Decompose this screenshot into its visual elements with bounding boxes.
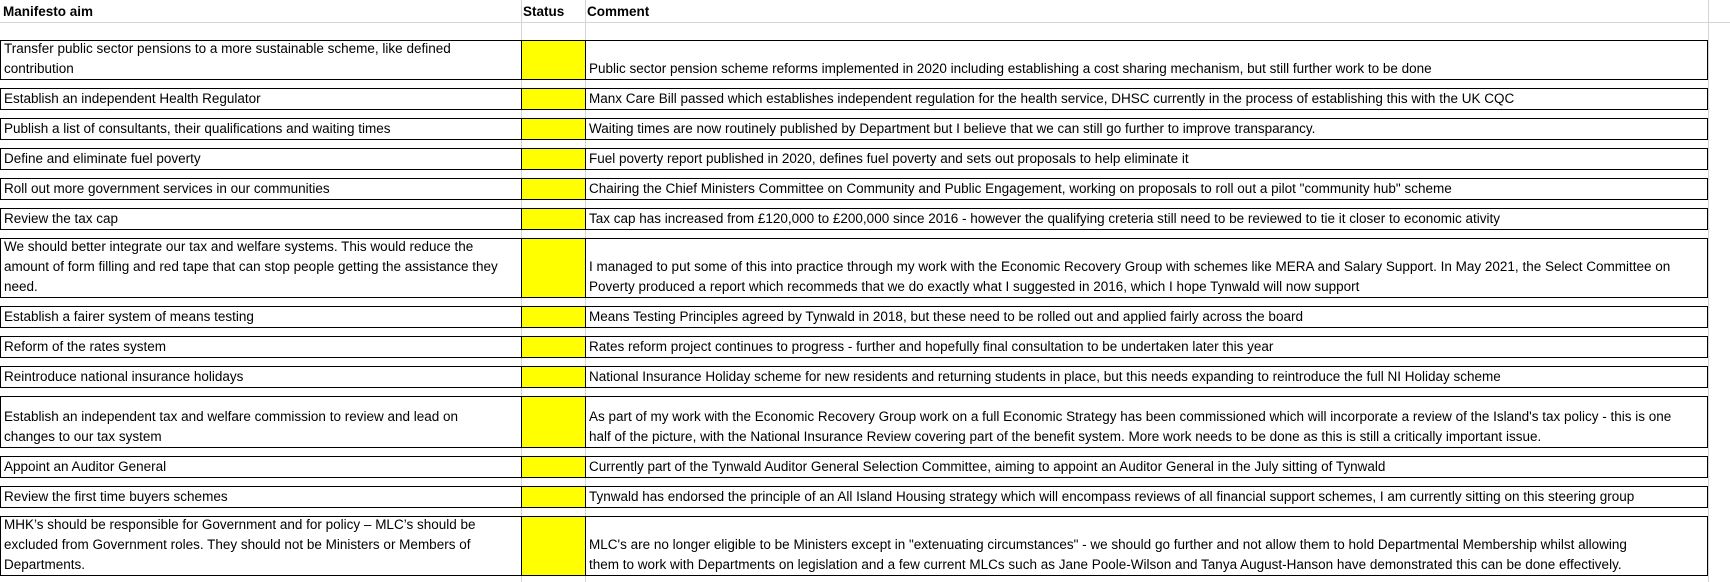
manifesto-aim-cell[interactable] — [0, 336, 522, 358]
status-cell[interactable] — [521, 366, 586, 388]
manifesto-aim-text: Reintroduce national insurance holidays — [4, 369, 244, 384]
manifesto-aim-cell[interactable] — [0, 396, 522, 448]
manifesto-aim-text: Reform of the rates system — [4, 339, 167, 354]
comment-cell[interactable] — [585, 396, 1708, 448]
comment-text: Rates reform project continues to progress - further and hopefully final consultation to be undertaken later this year — [589, 339, 1274, 354]
header-status[interactable]: Status — [523, 4, 565, 19]
status-cell[interactable] — [521, 118, 586, 140]
status-cell[interactable] — [521, 88, 586, 110]
manifesto-aim-cell[interactable] — [0, 40, 522, 80]
status-cell[interactable] — [521, 456, 586, 478]
comment-cell[interactable] — [585, 516, 1708, 576]
comment-text: Chairing the Chief Ministers Committee on Community and Public Engagement, working on proposals to roll out a pilot "community hub" scheme — [589, 181, 1452, 196]
manifesto-aim-text: amount of form filling and red tape that can stop people getting the assistance they — [4, 259, 498, 274]
manifesto-aim-cell[interactable] — [0, 306, 522, 328]
manifesto-aim-text: Publish a list of consultants, their qualifications and waiting times — [4, 121, 391, 136]
comment-text: Manx Care Bill passed which establishes independent regulation for the health service, DHSC currently in the process of establishing this with the UK CQC — [589, 91, 1515, 106]
manifesto-aim-cell[interactable] — [0, 456, 522, 478]
header-manifesto-aim[interactable]: Manifesto aim — [3, 4, 94, 19]
comment-cell[interactable] — [585, 208, 1708, 230]
manifesto-aim-text: Review the tax cap — [4, 211, 119, 226]
status-cell[interactable] — [521, 336, 586, 358]
status-cell[interactable] — [521, 486, 586, 508]
comment-text: them to work with Departments on legislation and a few current MLCs such as Jane Poole-Wilson and Tanya August-Hanson have demonstrated this can be done effectively. — [589, 557, 1622, 572]
manifesto-aim-text: Establish an independent Health Regulator — [4, 91, 261, 106]
comment-cell[interactable] — [585, 118, 1708, 140]
manifesto-aim-text: We should better integrate our tax and welfare systems. This would reduce the — [4, 239, 474, 254]
header-comment[interactable]: Comment — [587, 4, 650, 19]
comment-text: MLC's are no longer eligible to be Ministers except in "extenuating circumstances" - we should go further and not allow them to hold Departmental Membership whilst allowing — [589, 537, 1627, 552]
comment-cell[interactable] — [585, 456, 1708, 478]
status-cell[interactable] — [521, 178, 586, 200]
comment-text: As part of my work with the Economic Recovery Group work on a full Economic Strategy has been commissioned which will incorporate a review of the Island's tax policy - this is one — [589, 409, 1672, 424]
gridline-vertical — [1708, 0, 1709, 582]
manifesto-aim-cell[interactable] — [0, 178, 522, 200]
comment-cell[interactable] — [585, 486, 1708, 508]
status-cell[interactable] — [521, 208, 586, 230]
manifesto-aim-cell[interactable] — [0, 148, 522, 170]
manifesto-aim-text: changes to our tax system — [4, 429, 162, 444]
manifesto-aim-cell[interactable] — [0, 238, 522, 298]
comment-text: Fuel poverty report published in 2020, defines fuel poverty and sets out proposals to help eliminate it — [589, 151, 1189, 166]
manifesto-aim-text: Roll out more government services in our communities — [4, 181, 330, 196]
manifesto-aim-text: contribution — [4, 61, 74, 76]
comment-cell[interactable] — [585, 88, 1708, 110]
manifesto-aim-text: Establish a fairer system of means testing — [4, 309, 254, 324]
comment-text: National Insurance Holiday scheme for new residents and returning students in place, but this needs expanding to reintroduce the full NI Holiday scheme — [589, 369, 1501, 384]
manifesto-aim-text: Appoint an Auditor General — [4, 459, 167, 474]
comment-text: Tax cap has increased from £120,000 to £200,000 since 2016 - however the qualifying creteria still need to be reviewed to tie it closer to economic ativity — [589, 211, 1501, 226]
manifesto-aim-text: excluded from Government roles. They should not be Ministers or Members of — [4, 537, 471, 552]
status-cell[interactable] — [521, 40, 586, 80]
status-cell[interactable] — [521, 306, 586, 328]
manifesto-aim-text: Establish an independent tax and welfare commission to review and lead on — [4, 409, 459, 424]
comment-cell[interactable] — [585, 238, 1708, 298]
manifesto-aim-cell[interactable] — [0, 208, 522, 230]
comment-text: half of the picture, with the National Insurance Review covering part of the benefit system. More work needs to be done as this is still a critically important issue. — [589, 429, 1542, 444]
manifesto-aim-cell[interactable] — [0, 88, 522, 110]
manifesto-aim-cell[interactable] — [0, 366, 522, 388]
comment-cell[interactable] — [585, 178, 1708, 200]
manifesto-aim-cell[interactable] — [0, 516, 522, 576]
manifesto-aim-text: Review the first time buyers schemes — [4, 489, 228, 504]
status-cell[interactable] — [521, 396, 586, 448]
comment-text: Public sector pension scheme reforms implemented in 2020 including establishing a cost sharing mechanism, but still further work to be done — [589, 61, 1432, 76]
manifesto-aim-text: MHK’s should be responsible for Government and for policy – MLC’s should be — [4, 517, 476, 532]
manifesto-aim-text: Define and eliminate fuel poverty — [4, 151, 201, 166]
comment-cell[interactable] — [585, 306, 1708, 328]
comment-text: Currently part of the Tynwald Auditor General Selection Committee, aiming to appoint an Auditor General in the July sitting of Tynwald — [589, 459, 1386, 474]
status-cell[interactable] — [521, 238, 586, 298]
comment-cell[interactable] — [585, 40, 1708, 80]
status-cell[interactable] — [521, 516, 586, 576]
manifesto-aim-text: need. — [4, 279, 38, 294]
comment-text: Poverty produced a report which recommeds that we do exactly what I suggested in 2016, which I hope Tynwald will now support — [589, 279, 1360, 294]
manifesto-aim-cell[interactable] — [0, 486, 522, 508]
manifesto-aim-cell[interactable] — [0, 118, 522, 140]
status-cell[interactable] — [521, 148, 586, 170]
comment-cell[interactable] — [585, 148, 1708, 170]
manifesto-aim-text: Transfer public sector pensions to a more sustainable scheme, like defined — [4, 41, 451, 56]
comment-cell[interactable] — [585, 366, 1708, 388]
comment-text: Waiting times are now routinely published by Department but I believe that we can still go further to improve transparancy. — [589, 121, 1316, 136]
comment-text: I managed to put some of this into practice through my work with the Economic Recovery Group with schemes like MERA and Salary Support. In May 2021, the Select Committee on — [589, 259, 1671, 274]
gridline-horizontal — [0, 22, 1730, 23]
manifesto-aim-text: Departments. — [4, 557, 86, 572]
comment-text: Means Testing Principles agreed by Tynwald in 2018, but these need to be rolled out and applied fairly across the board — [589, 309, 1303, 324]
comment-text: Tynwald has endorsed the principle of an All Island Housing strategy which will encompass reviews of all financial support schemes, I am currently sitting on this steering group — [589, 489, 1635, 504]
comment-cell[interactable] — [585, 336, 1708, 358]
